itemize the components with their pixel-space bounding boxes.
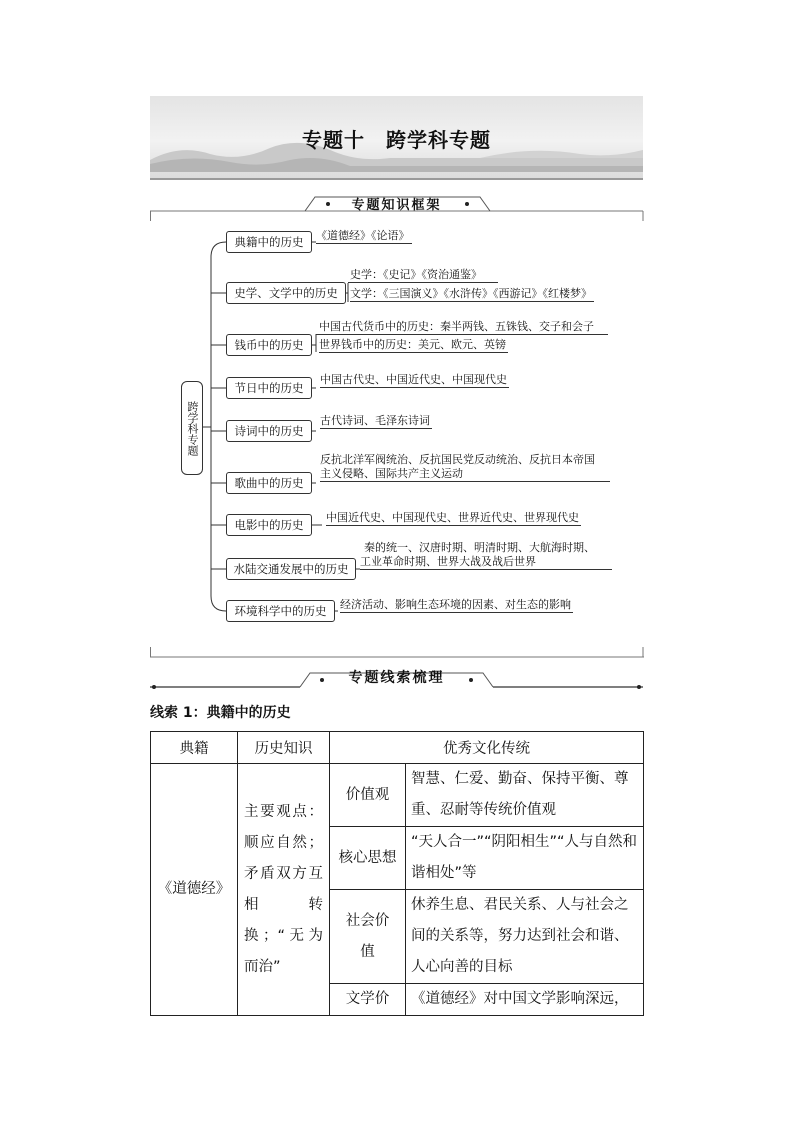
leaf-text: 主义侵略、国际共产主义运动 [320,467,610,482]
branch-node: 水陆交通发展中的历史 [226,558,356,580]
leaf-text: 史学：《史记》《资治通鉴》 [350,268,482,281]
leaf-text: 中国古代史、中国近代史、中国现代史 [320,373,507,386]
section-heading-clues: 专题线索梳理 [348,670,445,686]
mind-map-root: 跨学科专题 [181,381,203,475]
branch-node: 节日中的历史 [226,377,312,399]
section-heading-framework: 专题知识框架 [351,198,442,213]
leaf-text: 世界钱币中的历史：美元、欧元、英镑 [319,338,506,351]
row-content: “天人合一”“阴阳相生”“人与自然和谐相处”等 [406,827,644,890]
row-label: 社会价值 [330,890,406,984]
row-content: 智慧、仁爱、勤奋、保持平衡、尊重、忍耐等传统价值观 [406,764,644,827]
branch-node: 史学、文学中的历史 [226,282,346,304]
branch-node: 诗词中的历史 [226,420,312,442]
table-header: 历史知识 [238,732,330,764]
branch-node: 环境科学中的历史 [226,600,335,622]
row-label: 文学价 [330,984,406,1016]
classics-table [150,731,644,1016]
row-label: 价值观 [330,764,406,827]
branch-node: 钱币中的历史 [226,334,312,356]
leaf-text: 中国古代货币中的历史：秦半两钱、五铢钱、交子和会子 [319,320,594,333]
leaf-text: 经济活动、影响生态环境的因素、对生态的影响 [340,598,571,611]
table-header: 典籍 [151,732,238,764]
table-header: 优秀文化传统 [330,732,644,764]
leaf-text: 工业革命时期、世界大战及战后世界 [360,555,612,570]
table-header-row [151,732,644,764]
leaf-text: 文学：《三国演义》《水浒传》《西游记》《红楼梦》 [350,287,592,300]
row-label: 核心思想 [330,827,406,890]
clue-title: 线索 1：典籍中的历史 [150,705,291,721]
knowledge-cell: 主要观点：顺应自然；矛盾双方互相转换；“无为而治” [238,764,330,1016]
row-content: 《道德经》对中国文学影响深远， [406,984,644,1016]
branch-node: 歌曲中的历史 [226,472,312,494]
book-cell: 《道德经》 [151,764,238,1016]
branch-node: 典籍中的历史 [226,231,312,253]
table-row [151,764,644,827]
leaf-text: 《道德经》《论语》 [316,229,410,242]
leaf-underline [348,281,498,283]
row-content: 休养生息、君民关系、人与社会之间的关系等，努力达到社会和谐、人心向善的目标 [406,890,644,984]
leaf-text: 反抗北洋军阀统治、反抗国民党反动统治、反抗日本帝国 [320,453,595,466]
branch-node: 电影中的历史 [226,514,312,536]
leaf-underline [316,333,608,335]
leaf-text: 中国近代史、中国现代史、世界近代史、世界现代史 [326,511,579,524]
leaf-text: 秦的统一、汉唐时期、明清时期、大航海时期、 [364,541,595,554]
leaf-text: 古代诗词、毛泽东诗词 [320,414,430,427]
page-title: 专题十 跨学科专题 [302,128,491,152]
